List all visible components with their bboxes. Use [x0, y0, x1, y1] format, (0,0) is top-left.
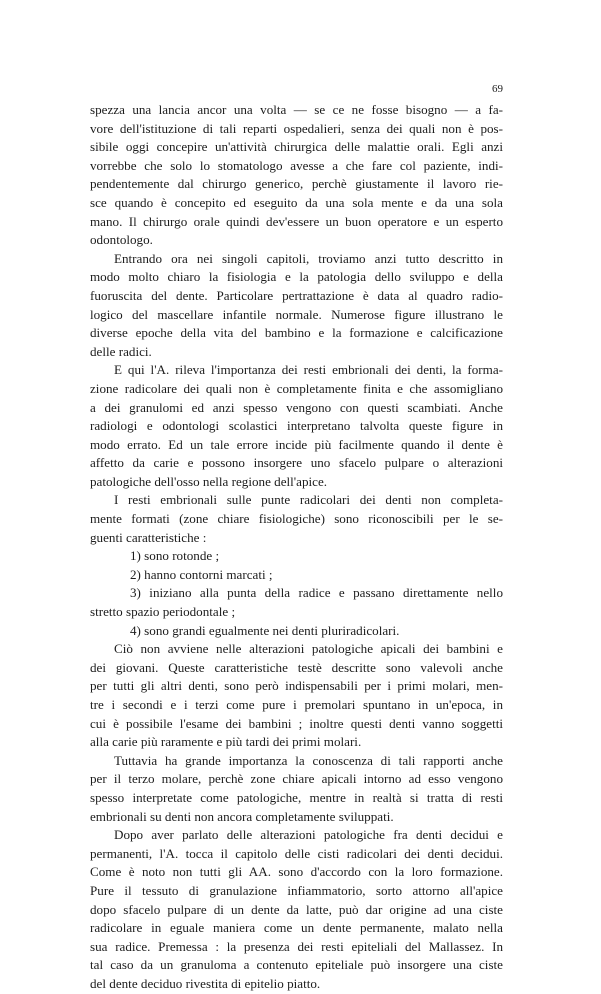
text-line: del dente deciduo rivestita di epitelio piatto. [90, 975, 321, 991]
text-line: Entrando ora nei singoli capitoli, troviamo anzi tutto descritto in [114, 250, 503, 266]
text-line: guenti caratteristiche : [90, 529, 207, 545]
text-line: diverse epoche della vita del bambino e la formazione e calcificazione [90, 325, 503, 341]
text-line: spezza una lancia ancor una volta — se ce ne fosse bisogno — a fa- [90, 102, 503, 117]
text-line: Dopo aver parlato delle alterazioni patologiche fra denti decidui e [114, 827, 503, 843]
text-line: 1) sono rotonde ; [130, 548, 220, 564]
text-line: 2) hanno contorni marcati ; [130, 566, 273, 582]
text-line: Pure il tessuto di granulazione infiammatorio, sorto attorno all'apice [90, 882, 503, 898]
text-line: modo molto chiaro la fisiologia e la patologia dello sviluppo e della [90, 269, 503, 285]
text-line: tal caso da un granuloma a contenuto epiteliale può insorgere una ciste [90, 957, 503, 973]
text-line: zione radicolare dei quali non è completamente finita e che assomigliano [90, 380, 503, 396]
text-line: alla carie più raramente e più tardi dei primi molari. [90, 734, 362, 750]
text-line: cui è possibile l'esame dei bambini ; inoltre questi denti vanno soggetti [90, 715, 503, 731]
text-line: per il terzo molare, perchè zone chiare apicali intorno ad esso vengono [90, 771, 503, 787]
text-line: vore dell'istituzione di tali reparti ospedalieri, senza dei quali non è pos- [90, 120, 503, 136]
text-line: per tutti gli altri denti, sono però indispensabili per i primi molari, men- [90, 678, 503, 694]
text-line: affetto da carie e possono insorgere uno sfacelo pulpare o alterazioni [90, 455, 503, 471]
text-line: delle radici. [90, 343, 152, 359]
text-line: radicolare in eguale maniera come un dente permanente, malato nella [90, 920, 503, 936]
text-line: 3) iniziano alla punta della radice e passano direttamente nello [130, 585, 503, 601]
page-number: 69 [492, 83, 503, 95]
text-line: patologiche dell'osso nella regione dell'apice. [90, 473, 328, 489]
text-line: tre i secondi e i terzi come pure i premolari spuntano in un'epoca, in [90, 697, 503, 712]
text-line: sce quando è concepito ed eseguito da una sola mente e da una sola [90, 194, 503, 210]
text-line: I resti embrionali sulle punte radicolari dei denti non completa- [114, 492, 503, 508]
text-line: Tuttavia ha grande importanza la conoscenza di tali rapporti anche [114, 752, 503, 768]
text-line: stretto spazio periodontale ; [90, 604, 236, 620]
text-line: E qui l'A. rileva l'importanza dei resti embrionali dei denti, la forma- [114, 362, 503, 378]
text-line: Come è noto non tutti gli AA. sono d'accordo con la loro formazione. [90, 864, 503, 880]
text-line: a dei granulomi ed anzi spesso vengono con questi scambiati. Anche [90, 399, 503, 415]
text-line: dei giovani. Queste caratteristiche testè descritte sono valevoli anche [90, 659, 503, 675]
text-line: fuoruscita del dente. Particolare pertrattazione è data al quadro radio- [90, 287, 503, 303]
text-line: sibile oggi concepire un'attività chirurgica delle malattie orali. Egli anzi [90, 139, 503, 155]
text-line: Ciò non avviene nelle alterazioni patologiche apicali dei bambini e [114, 641, 503, 657]
text-line: sua radice. Premessa : la presenza dei resti epiteliali del Mallassez. In [90, 938, 503, 954]
text-line: pendentemente dal chirurgo generico, perchè giustamente il lavoro rie- [90, 176, 503, 192]
text-line: radiologi e odontologi scolastici interpretano talvolta queste figure in [90, 418, 503, 434]
text-line: logico del mascellare infantile normale. Numerose figure illustrano le [90, 306, 503, 322]
text-line: 4) sono grandi egualmente nei denti pluriradicolari. [130, 622, 400, 638]
text-line: dopo sfacelo pulpare di un dente da latte, può dar origine ad una ciste [90, 901, 503, 917]
text-line: vorrebbe che solo lo stomatologo avesse a che fare col paziente, indi- [90, 157, 503, 173]
text-body [90, 101, 503, 994]
text-line: mente formati (zone chiare fisiologiche) sono riconoscibili per le se- [90, 511, 503, 527]
text-line: modo errato. Ed un tale errore incide più facilmente quando il dente è [90, 436, 503, 452]
text-line: spesso interpretate come patologiche, mentre in realtà si tratta di resti [90, 789, 503, 805]
text-line: odontologo. [90, 232, 153, 248]
text-line: mano. Il chirurgo orale quindi dev'essere un buon operatore e un esperto [90, 213, 503, 229]
text-line: embrionali su denti non ancora completamente sviluppati. [90, 808, 394, 824]
text-line: permanenti, l'A. tocca il capitolo delle cisti radicolari dei denti decidui. [90, 845, 503, 861]
